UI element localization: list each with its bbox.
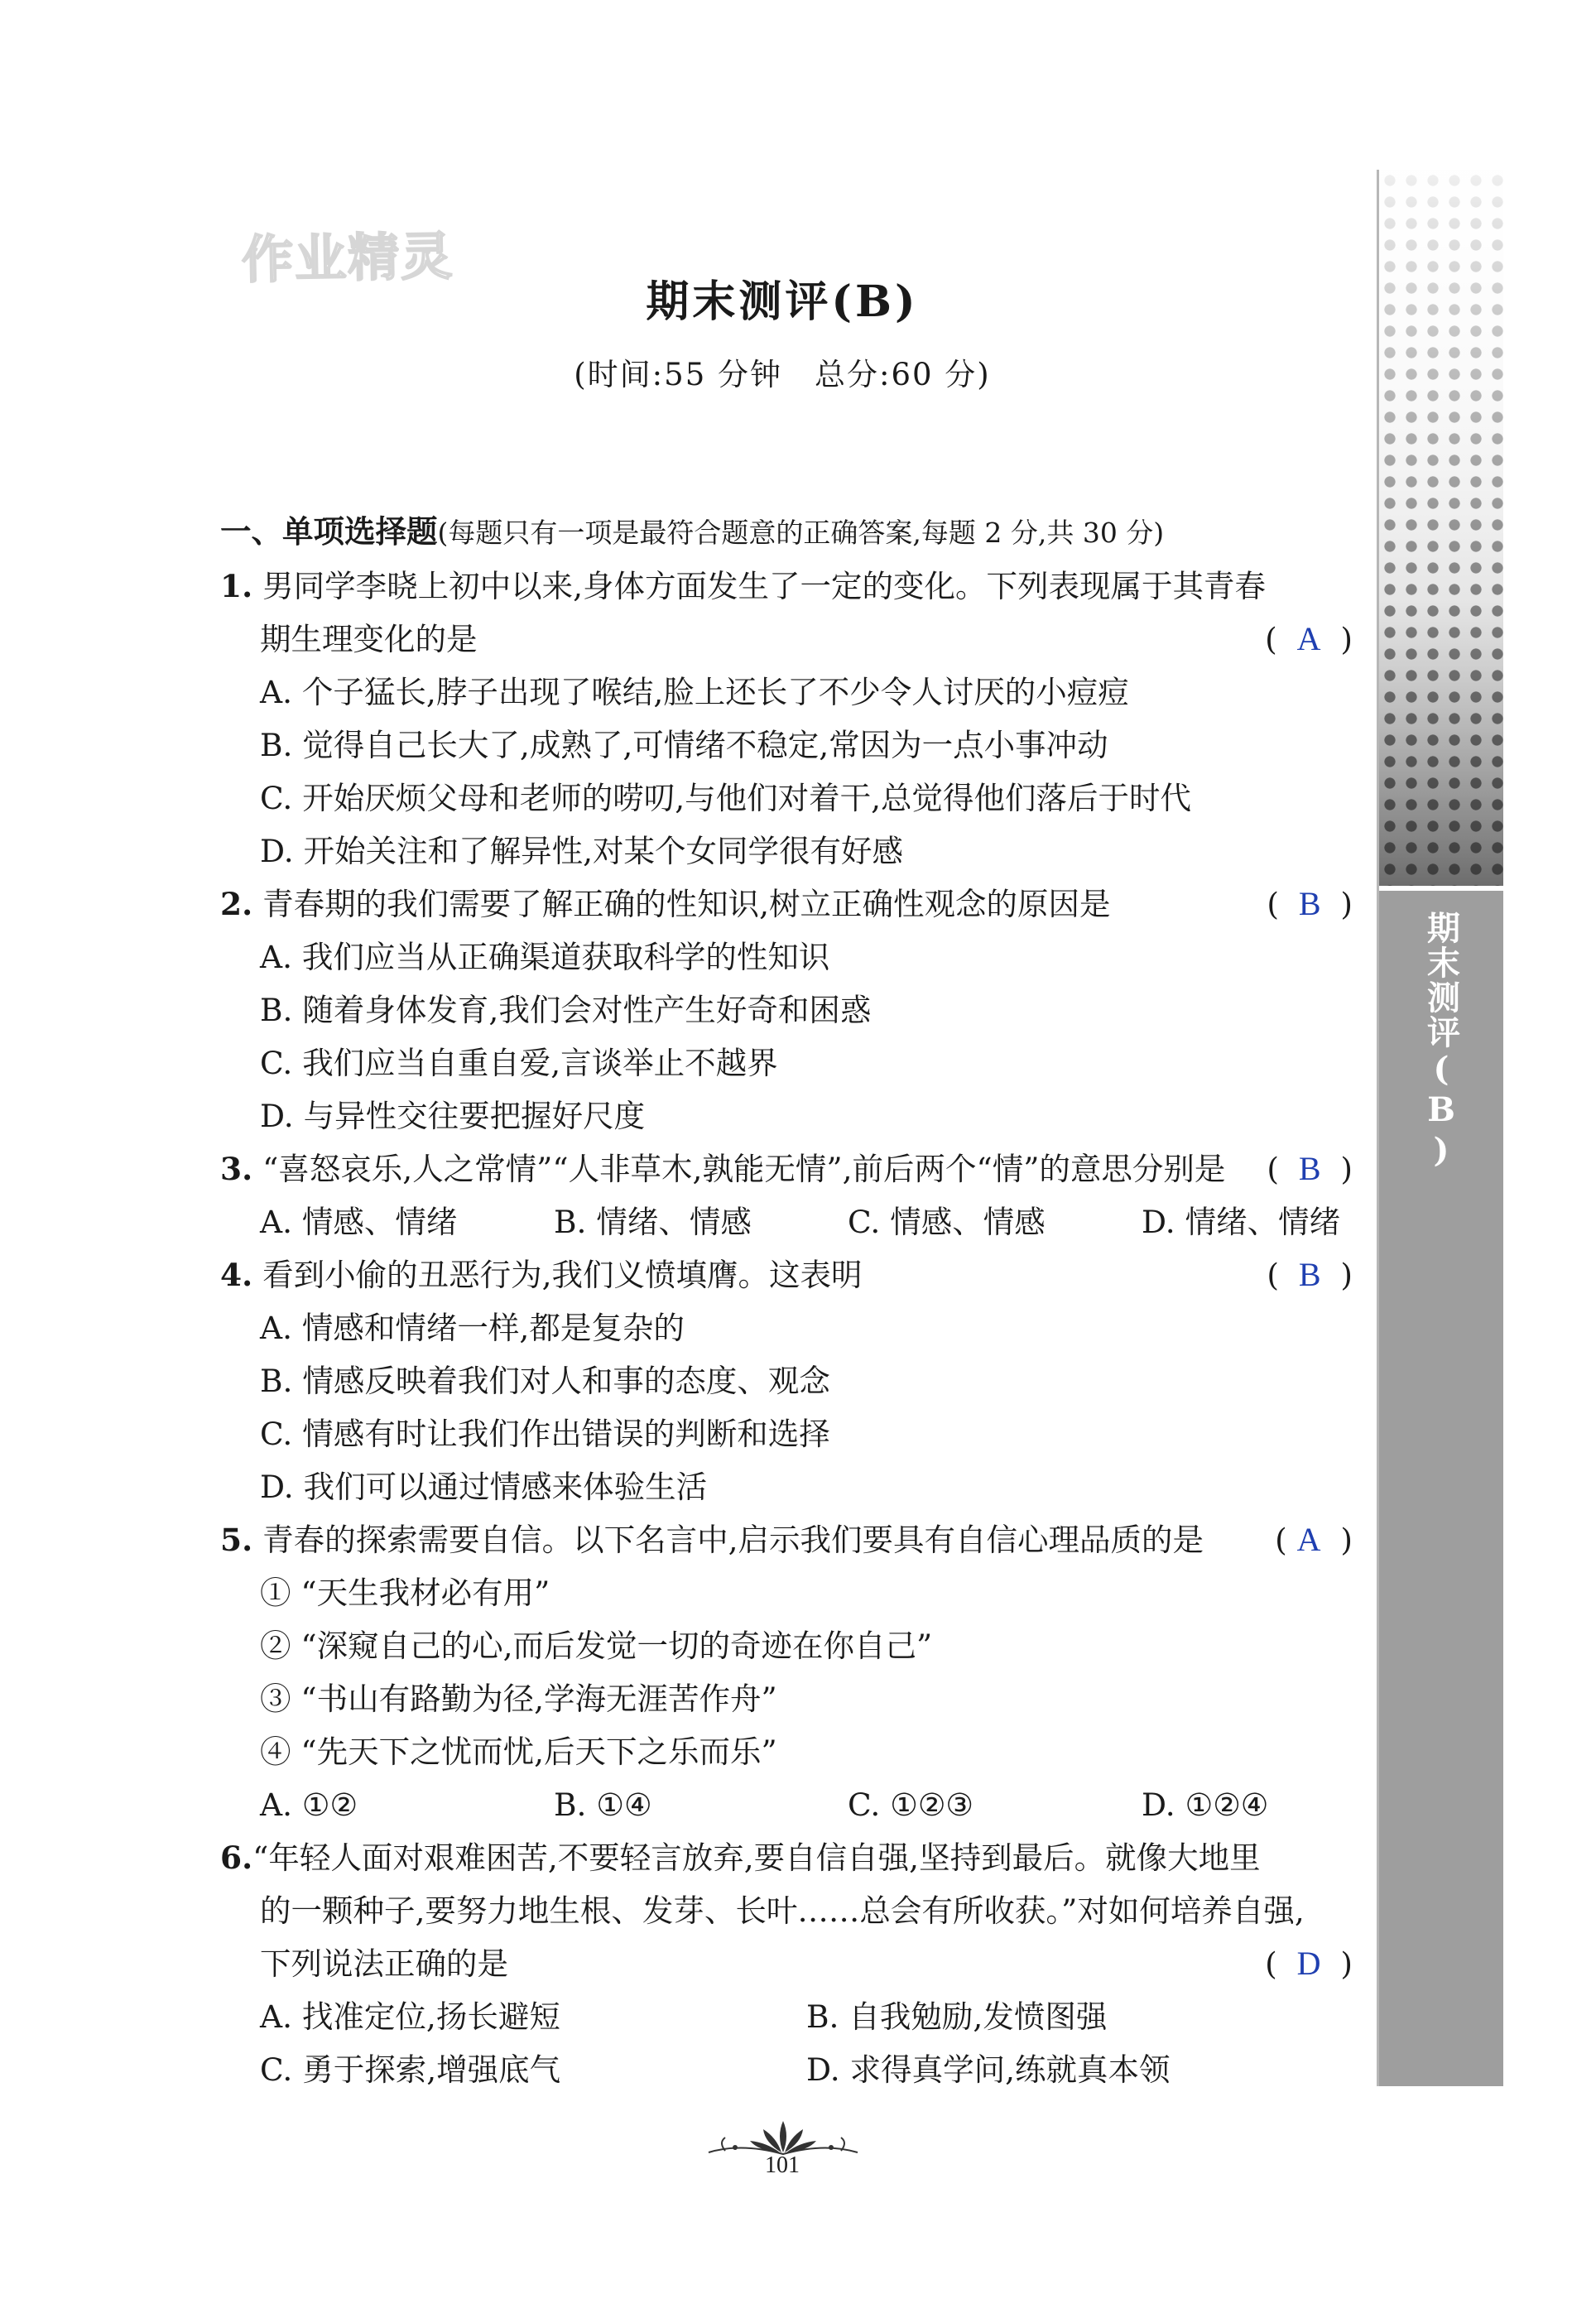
question-1 (220, 560, 1353, 878)
option-a: A. ①② (260, 1787, 358, 1823)
answer-box: ( A ) (1265, 620, 1353, 657)
page-number: 101 (765, 2152, 800, 2178)
option-a: A. 情感、情绪 (260, 1204, 458, 1240)
option-c: C. 开始厌烦父母和老师的唠叨,与他们对着干,总觉得他们落后于时代 (260, 780, 1192, 816)
question-text: “喜怒哀乐,人之常情”“人非草木,孰能无情”,前后两个“情”的意思分别是 (262, 1151, 1226, 1187)
option-row (220, 1195, 1353, 1248)
statement-4: ④ “先天下之忧而忧,后天下之乐而乐” (260, 1734, 777, 1770)
answer-value: D (1296, 1945, 1321, 1982)
question-text: “年轻人面对艰难困苦,不要轻言放弃,要自信自强,坚持到最后。就像大地里 (252, 1839, 1261, 1876)
side-divider (1379, 886, 1503, 891)
answer-box: ( A ) (1275, 1521, 1353, 1558)
question-2 (220, 878, 1353, 1142)
question-text: 青春的探索需要自信。以下名言中,启示我们要具有自信心理品质的是 (262, 1522, 1204, 1558)
question-number: 4. (220, 1257, 253, 1293)
answer-box: ( B ) (1267, 885, 1353, 922)
option-c: C. ①②③ (848, 1787, 974, 1823)
question-number: 2. (220, 886, 253, 922)
question-number: 5. (220, 1522, 253, 1558)
answer-box: ( B ) (1267, 1256, 1353, 1293)
answer-value: A (1296, 1521, 1321, 1558)
option-d: D. 情绪、情绪 (1142, 1204, 1341, 1240)
answer-value: B (1298, 885, 1321, 922)
question-6 (220, 1831, 1353, 2096)
question-number: 6. (220, 1839, 253, 1876)
option-c: C. 情感、情感 (848, 1204, 1046, 1240)
page-title: 期末测评(B) (646, 277, 919, 327)
option-a: A. 找准定位,扬长避短 (260, 1998, 560, 2035)
option-d: D. 求得真学问,练就真本领 (806, 2051, 1171, 2088)
option-a: A. 个子猛长,脖子出现了喉结,脸上还长了不少令人讨厌的小痘痘 (260, 674, 1129, 710)
side-tab-label: 期末测评(B) (1421, 911, 1461, 1171)
option-a: A. 情感和情绪一样,都是复杂的 (260, 1310, 685, 1346)
question-text: 男同学李晓上初中以来,身体方面发生了一定的变化。下列表现属于其青春 (262, 568, 1266, 604)
option-a: A. 我们应当从正确渠道获取科学的性知识 (260, 939, 830, 975)
answer-box: ( B ) (1267, 1150, 1353, 1187)
statement-3: ③ “书山有路勤为径,学海无涯苦作舟” (260, 1681, 777, 1717)
question-text: 期生理变化的是 (260, 621, 478, 657)
question-number: 1. (220, 568, 253, 604)
option-d: D. 开始关注和了解异性,对某个女同学很有好感 (260, 833, 903, 869)
option-d: D. 我们可以通过情感来体验生活 (260, 1469, 708, 1505)
question-text: 下列说法正确的是 (260, 1945, 508, 1982)
section-heading (220, 505, 1353, 560)
answer-box: ( D ) (1265, 1945, 1353, 1982)
side-tab (1377, 170, 1503, 2086)
question-3 (220, 1142, 1353, 1248)
halftone-fade (1379, 170, 1503, 886)
answer-value: B (1298, 1150, 1321, 1187)
option-c: C. 勇于探索,增强底气 (260, 2051, 561, 2088)
question-5 (220, 1513, 1353, 1831)
option-b: B. 觉得自己长大了,成熟了,可情绪不稳定,常因为一点小事冲动 (260, 727, 1108, 763)
statement-1: ① “天生我材必有用” (260, 1575, 550, 1611)
option-row (220, 1990, 1353, 2043)
statement-2: ② “深窥自己的心,而后发觉一切的奇迹在你自己” (260, 1628, 933, 1664)
question-text: 的一颗种子,要努力地生根、发芽、长叶……总会有所收获。”对如何培养自强, (260, 1892, 1305, 1929)
section-title: 一、单项选择题 (220, 513, 438, 550)
option-c: C. 情感有时让我们作出错误的判断和选择 (260, 1416, 830, 1452)
option-b: B. ①④ (554, 1787, 652, 1823)
option-b: B. 情感反映着我们对人和事的态度、观念 (260, 1363, 830, 1399)
answer-value: A (1296, 620, 1321, 657)
option-row (220, 2043, 1353, 2096)
question-list (220, 505, 1353, 2096)
option-b: B. 随着身体发育,我们会对性产生好奇和困惑 (260, 992, 872, 1028)
answer-value: B (1298, 1256, 1321, 1293)
question-text: 青春期的我们需要了解正确的性知识,树立正确性观念的原因是 (262, 886, 1111, 922)
question-4 (220, 1248, 1353, 1513)
exam-info: (时间:55 分钟 总分:60 分) (574, 357, 991, 392)
watermark-logo: 作业精灵 (241, 225, 454, 291)
section-note: (每题只有一项是最符合题意的正确答案,每题 2 分,共 30 分) (437, 517, 1165, 549)
question-number: 3. (220, 1151, 253, 1187)
question-text: 看到小偷的丑恶行为,我们义愤填膺。这表明 (262, 1257, 863, 1293)
option-d: D. 与异性交往要把握好尺度 (260, 1098, 646, 1134)
option-b: B. 情绪、情感 (554, 1204, 752, 1240)
option-b: B. 自我勉励,发愤图强 (806, 1998, 1108, 2035)
option-row (220, 1778, 1353, 1831)
option-d: D. ①②④ (1142, 1787, 1269, 1823)
option-c: C. 我们应当自重自爱,言谈举止不越界 (260, 1045, 778, 1081)
